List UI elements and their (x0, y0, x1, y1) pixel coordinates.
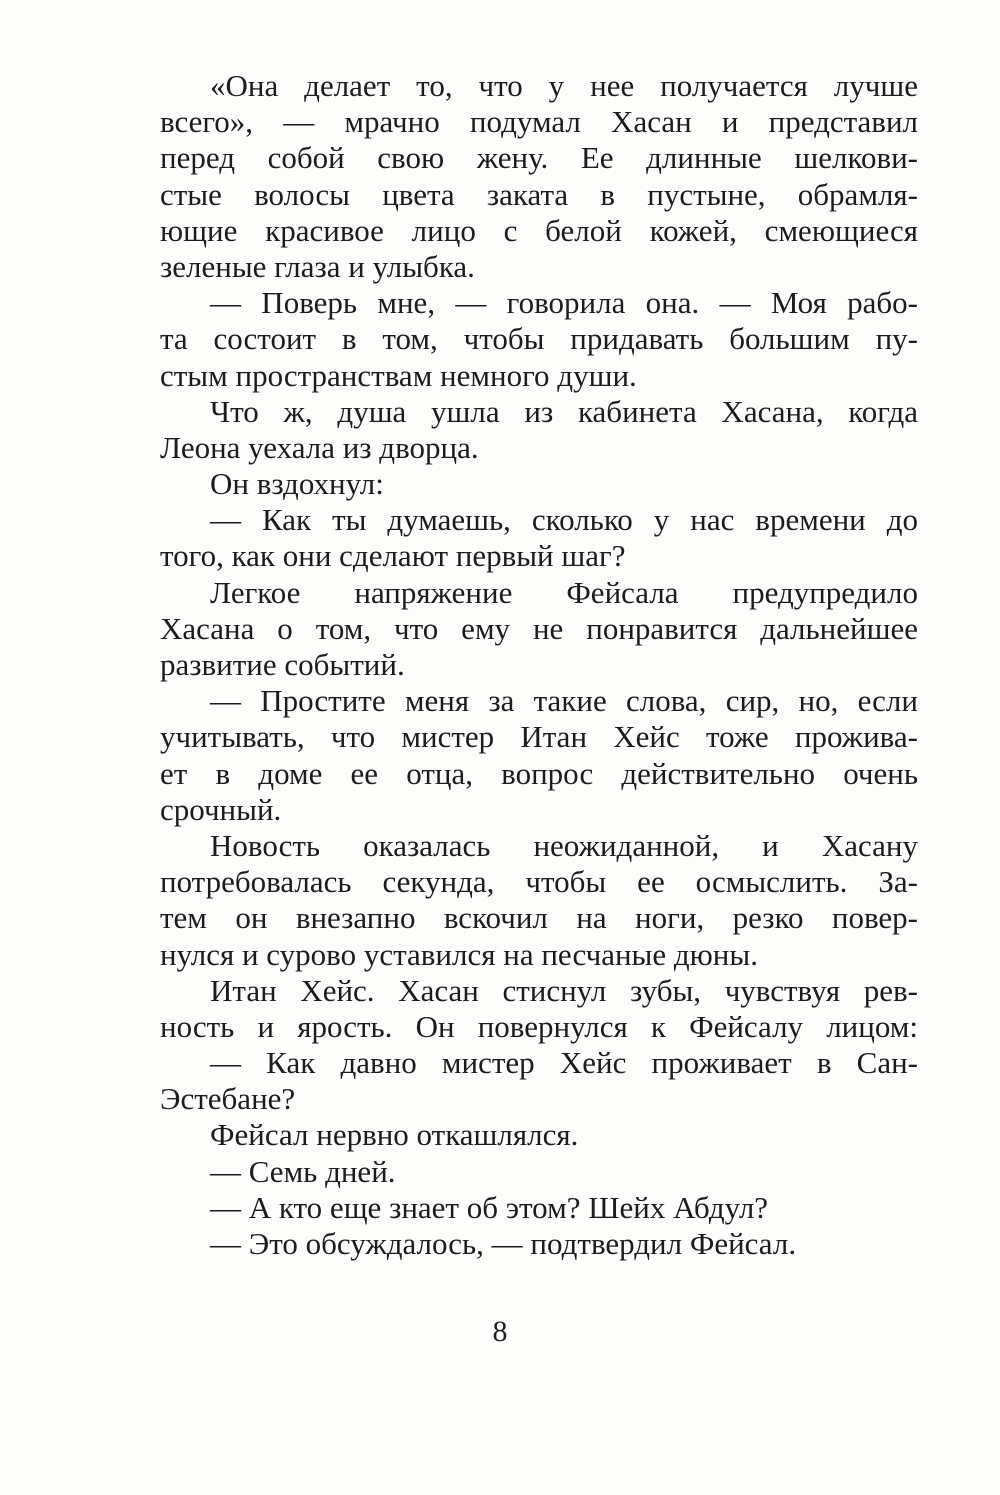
text-line: — Как ты думаешь, сколько у нас времени до (210, 502, 918, 538)
text-line: «Она делает то, что у нее получается лучше (210, 68, 918, 103)
text-line: та состоит в том, чтобы придавать большим пу- (160, 321, 918, 357)
text-line: нулся и сурово уставился на песчаные дюны. (160, 936, 758, 972)
text-line: ность и ярость. Он повернулся к Фейсалу лицом: (160, 1008, 918, 1044)
text-line: Хасана о том, что ему не понравится дальнейшее (160, 610, 918, 646)
text-line: стым пространствам немного души. (160, 357, 637, 393)
text-line: срочный. (160, 791, 282, 827)
text-line: Легкое напряжение Фейсала предупредило (210, 574, 918, 610)
text-line: всего», — мрачно подумал Хасан и представил (160, 104, 918, 140)
text-line: учитывать, что мистер Итан Хейс тоже прожива- (160, 719, 918, 755)
text-line: развитие событий. (160, 647, 405, 682)
text-line: ющие красивое лицо с белой кожей, смеющиеся (160, 212, 918, 248)
text-line: — Это обсуждалось, — подтвердил Фейсал. (210, 1226, 797, 1261)
page-body-text (160, 68, 918, 1262)
text-line: зеленые глаза и улыбка. (160, 248, 475, 284)
text-line: Леона уехала из дворца. (160, 429, 479, 465)
text-line: потребовалась секунда, чтобы ее осмыслить. За- (160, 864, 918, 900)
text-line: перед собой свою жену. Ее длинные шелкови- (160, 140, 918, 176)
text-line: Эстебане? (160, 1081, 296, 1117)
page-number: 8 (492, 1315, 508, 1348)
text-line: — Простите меня за такие слова, сир, но, если (210, 683, 918, 719)
text-line: того, как они сделают первый шаг? (160, 538, 626, 574)
text-line: стые волосы цвета заката в пустыне, обрамля- (160, 176, 918, 212)
text-line: — А кто еще знает об этом? Шейх Абдул? (210, 1189, 769, 1225)
text-line: Итан Хейс. Хасан стиснул зубы, чувствуя рев- (210, 972, 918, 1008)
text-line: Он вздохнул: (210, 466, 384, 502)
text-line: тем он внезапно вскочил на ноги, резко повер- (160, 900, 918, 936)
text-line: ет в доме ее отца, вопрос действительно очень (160, 755, 918, 791)
text-line: Что ж, душа ушла из кабинета Хасана, когда (210, 393, 918, 429)
text-line: — Поверь мне, — говорила она. — Моя рабо- (210, 285, 918, 321)
text-line: Новость оказалась неожиданной, и Хасану (210, 827, 918, 863)
text-line: — Семь дней. (210, 1153, 396, 1189)
text-line: Фейсал нервно откашлялся. (210, 1117, 579, 1153)
text-line: — Как давно мистер Хейс проживает в Сан- (210, 1045, 918, 1081)
